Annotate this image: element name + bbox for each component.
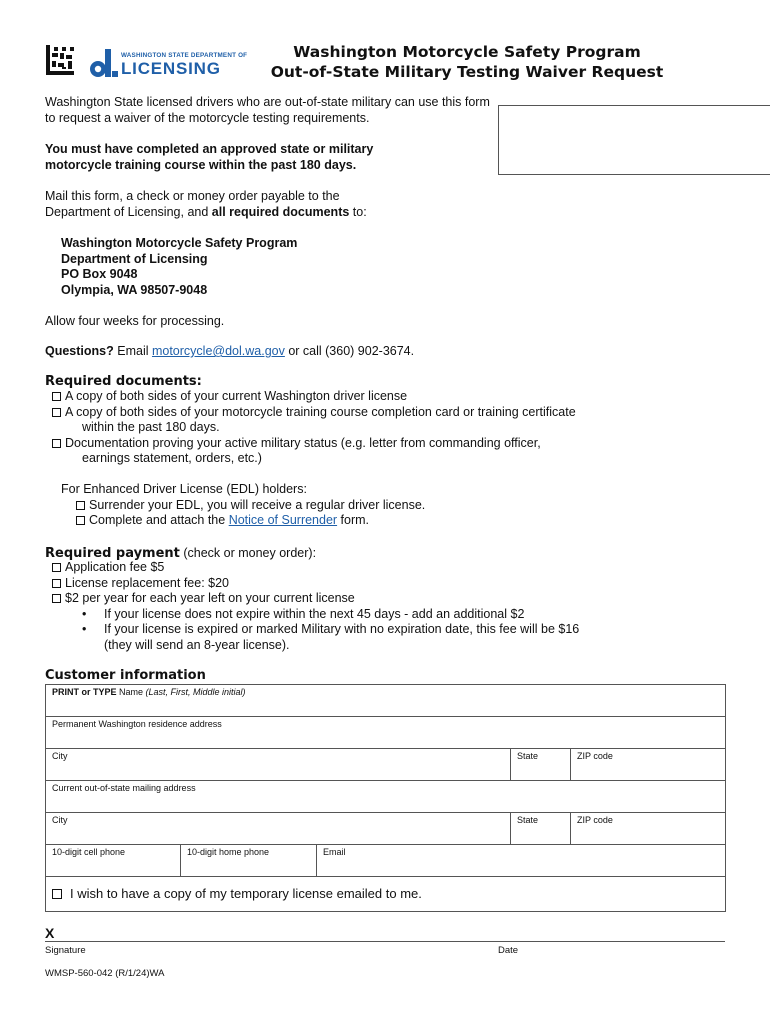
checkbox[interactable] xyxy=(52,563,61,572)
checkbox[interactable] xyxy=(52,408,61,417)
email-copy-row xyxy=(46,877,726,912)
mailing-zip-field[interactable]: ZIP code xyxy=(571,813,726,845)
payment-item-text: License replacement fee: $20 xyxy=(65,575,229,590)
doc-item-military xyxy=(52,436,576,452)
doc-item-text: A copy of both sides of your current Washington driver license xyxy=(65,389,408,403)
questions-post: or call (360) 902-3674. xyxy=(284,344,415,358)
dol-logo xyxy=(88,47,248,79)
email-field[interactable]: Email xyxy=(317,845,726,877)
checkbox[interactable] xyxy=(76,501,85,510)
signature-line[interactable] xyxy=(45,941,725,942)
email-copy-checkbox[interactable] xyxy=(52,889,62,899)
doc-item-text: Documentation proving your active military status (e.g. letter from commanding officer, xyxy=(65,435,541,450)
qr-code xyxy=(46,45,74,75)
doc-item-license xyxy=(52,389,576,405)
name-label: Name xyxy=(116,687,146,697)
edl-item-surrender xyxy=(61,498,425,514)
notice-of-surrender-link[interactable]: Notice of Surrender xyxy=(228,513,338,527)
payment-item-application-fee xyxy=(52,560,579,576)
doc-item-continuation: within the past 180 days. xyxy=(82,420,220,434)
signature-label: Signature xyxy=(45,945,86,956)
intro-paragraph: Washington State licensed drivers who are out-of-state military can use this form to request a waiver of the motorcycle testing requirements. xyxy=(45,95,490,125)
checkbox[interactable] xyxy=(52,439,61,448)
mailing-state-field[interactable]: State xyxy=(511,813,571,845)
permanent-city-field[interactable]: City xyxy=(46,749,511,781)
doc-item-training xyxy=(52,405,576,421)
checkbox[interactable] xyxy=(52,594,61,603)
checkbox[interactable] xyxy=(52,392,61,401)
edl-item-text-end: form. xyxy=(337,513,370,527)
title-line-2: Out-of-State Military Testing Waiver Request xyxy=(270,63,664,81)
payment-item-per-year xyxy=(52,591,579,607)
questions-line xyxy=(45,344,414,360)
cell-phone-field[interactable]: 10-digit cell phone xyxy=(46,845,181,877)
home-phone-field[interactable]: 10-digit home phone xyxy=(181,845,317,877)
edl-section xyxy=(61,482,425,529)
office-use-box xyxy=(498,105,770,175)
payment-bullet: • If your license is expired or marked Military with no expiration date, this fee will be $16 xyxy=(82,622,580,636)
mailing-address xyxy=(61,236,297,298)
mail-instructions-text: Mail this form, a check or money order payable to the Department of Licensing, and xyxy=(45,189,340,219)
title-line-1: Washington Motorcycle Safety Program xyxy=(293,43,641,61)
dol-logo-mark xyxy=(88,47,118,79)
mailing-city-field[interactable]: City xyxy=(46,813,511,845)
name-field[interactable] xyxy=(46,685,726,717)
mail-instructions xyxy=(45,189,405,220)
email-copy-label: I wish to have a copy of my temporary license emailed to me. xyxy=(70,886,422,901)
doc-item-continuation: earnings statement, orders, etc.) xyxy=(82,451,262,465)
payment-item-replacement-fee xyxy=(52,576,579,592)
edl-item-text: Complete and attach the xyxy=(89,513,229,527)
payment-list xyxy=(52,560,579,653)
permanent-zip-field[interactable]: ZIP code xyxy=(571,749,726,781)
form-title xyxy=(262,42,672,82)
agency-name-small: WASHINGTON STATE DEPARTMENT OF xyxy=(121,52,248,59)
date-label: Date xyxy=(498,945,519,956)
address-line-3: PO Box 9048 xyxy=(61,267,138,281)
edl-intro: For Enhanced Driver License (EDL) holders: xyxy=(61,482,307,496)
payment-bullet-continuation: (they will send an 8-year license). xyxy=(104,637,290,652)
signature-x: X xyxy=(45,925,55,941)
customer-info-table xyxy=(45,684,725,912)
mail-instructions-end: to: xyxy=(349,204,367,219)
checkbox[interactable] xyxy=(52,579,61,588)
email-link[interactable]: motorcycle@dol.wa.gov xyxy=(151,344,285,358)
questions-label: Questions? xyxy=(45,344,114,358)
agency-name-big: LICENSING xyxy=(121,59,221,78)
required-payment-heading: Required payment xyxy=(45,546,180,561)
required-documents-heading: Required documents: xyxy=(45,374,202,389)
permanent-state-field[interactable]: State xyxy=(511,749,571,781)
payment-item-text: $2 per year for each year left on your current license xyxy=(65,591,355,605)
doc-item-text: A copy of both sides of your motorcycle training course completion card or training certificate xyxy=(65,404,576,419)
customer-info-heading: Customer information xyxy=(45,668,206,683)
address-line-4: Olympia, WA 98507-9048 xyxy=(61,282,208,297)
mail-instructions-bold: all required documents xyxy=(211,204,350,219)
payment-item-text: Application fee $5 xyxy=(65,560,165,574)
address-line-1: Washington Motorcycle Safety Program xyxy=(61,236,298,250)
payment-bullet-text: If your license does not expire within the next 45 days - add an additional $2 xyxy=(104,606,525,621)
checkbox[interactable] xyxy=(76,516,85,525)
mailing-address-field[interactable]: Current out-of-state mailing address xyxy=(46,781,726,813)
required-payment-note: (check or money order): xyxy=(179,546,317,560)
edl-item-text: Surrender your EDL, you will receive a regular driver license. xyxy=(89,497,426,512)
form-number: WMSP-560-042 (R/1/24)WA xyxy=(45,968,165,979)
processing-note: Allow four weeks for processing. xyxy=(45,314,225,328)
name-label-bold: PRINT or TYPE xyxy=(52,687,117,697)
name-label-italic: (Last, First, Middle initial) xyxy=(145,687,246,697)
questions-pre: Email xyxy=(113,344,152,358)
payment-bullet-text: If your license is expired or marked Military with no expiration date, this fee will be $16 xyxy=(104,622,580,636)
edl-item-notice xyxy=(61,513,425,529)
payment-bullet: • If your license does not expire within the next 45 days - add an additional $2 xyxy=(82,606,525,621)
required-documents-list xyxy=(52,389,576,467)
permanent-address-field[interactable]: Permanent Washington residence address xyxy=(46,717,726,749)
address-line-2: Department of Licensing xyxy=(61,251,208,266)
requirement-note: You must have completed an approved state or military motorcycle training course within the past 180 days. xyxy=(45,142,374,172)
